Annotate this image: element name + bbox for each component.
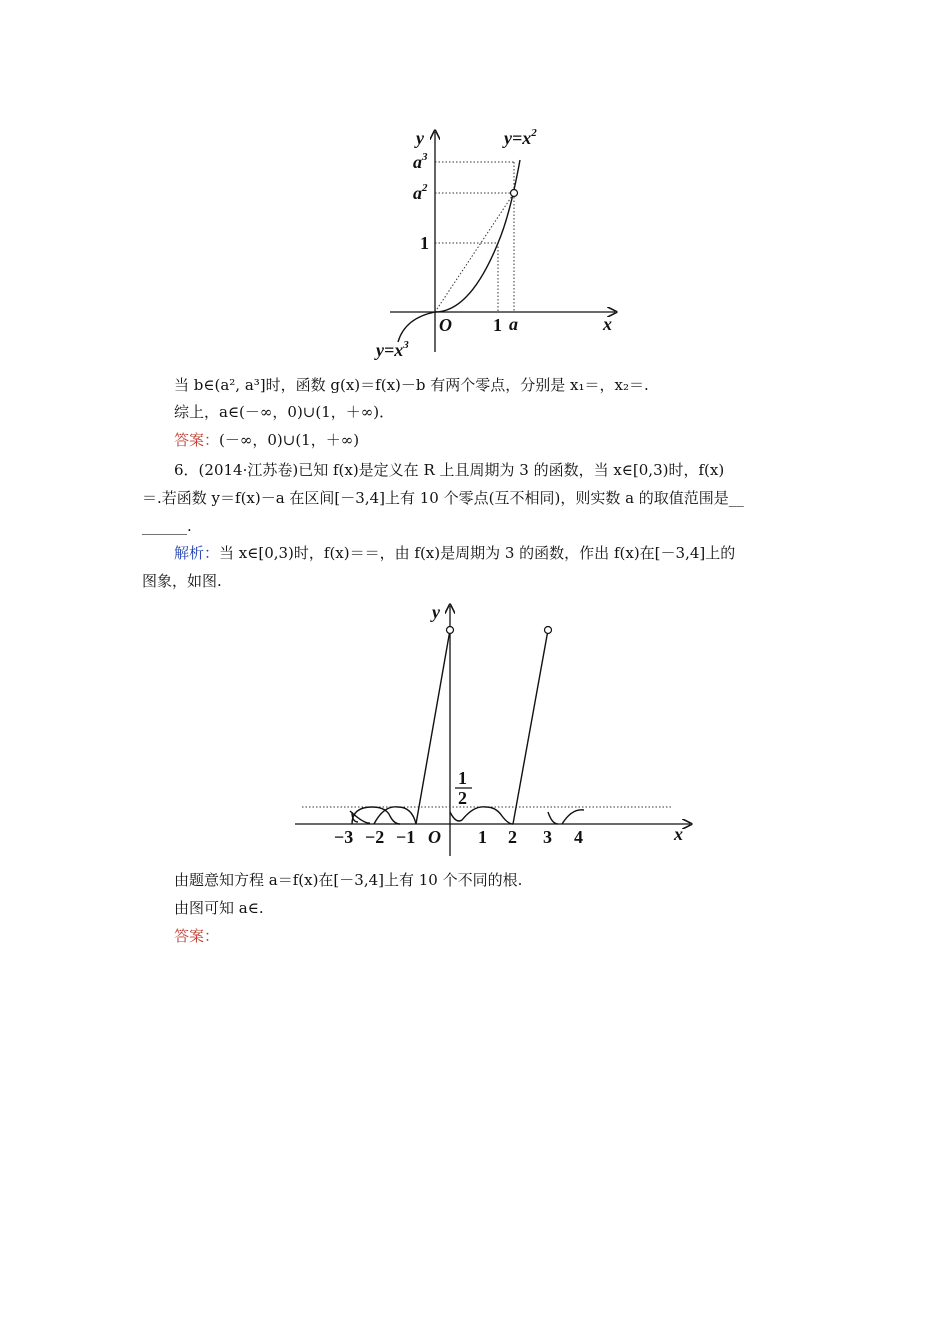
tick-1-y: 1 xyxy=(420,233,429,253)
answer-label: 答案： xyxy=(174,431,220,449)
rise-2 xyxy=(513,630,548,824)
function-graph xyxy=(350,630,584,824)
analysis-text: 当 x∈[0,3)时，f(x)＝＝，由 f(x)是周期为 3 的函数，作出 f(x)在[－3,4]上的 xyxy=(219,544,736,562)
figure-periodic-function xyxy=(290,600,700,862)
tick-3: 3 xyxy=(543,827,552,847)
hump-0 xyxy=(450,807,513,824)
tick-a-x: a xyxy=(509,314,518,334)
text2-line2: 由图可知 a∈. xyxy=(174,899,264,917)
hump-minus-1 xyxy=(374,807,416,824)
analysis-line2: 图象，如图. xyxy=(142,572,222,590)
tick-minus-2: −2 xyxy=(365,827,385,847)
origin-label: O xyxy=(439,315,452,335)
arc-4 xyxy=(562,810,584,824)
rise-1 xyxy=(416,630,450,824)
problem6-line1: 6．(2014·江苏卷)已知 f(x)是定义在 R 上且周期为 3 的函数，当 x∈[0,3)时，f(x) xyxy=(174,461,725,479)
half-numerator: 1 xyxy=(458,768,467,788)
figure-power-functions xyxy=(360,120,630,365)
label-y-x2: $y=x^2$ xyxy=(504,127,537,148)
origin-label: O xyxy=(428,827,441,847)
text1-answer xyxy=(174,429,359,451)
open-point-1 xyxy=(447,627,454,634)
text1-line2: 综上，a∈(－∞，0)∪(1，＋∞)． xyxy=(174,403,395,421)
x-axis-label: x xyxy=(603,314,612,334)
label-y-x3: $y=x^3$ xyxy=(376,339,409,360)
problem6-line2: ＝.若函数 y＝f(x)－a 在区间[－3,4]上有 10 个零点(互不相同)，则实数 a 的取值范围是__ xyxy=(142,489,744,507)
half-denominator: 2 xyxy=(458,788,467,808)
text1-line1: 当 b∈(a², a³]时，函数 g(x)＝f(x)－b 有两个零点，分别是 x₁＝，x₂＝. xyxy=(174,376,649,394)
tick-a3: $a^3$ xyxy=(413,151,428,172)
x-axis-label: x xyxy=(674,824,683,844)
y-axis-label: y xyxy=(416,128,424,148)
y-axis-label: y xyxy=(432,602,440,622)
chord-line xyxy=(435,193,514,312)
problem6-line3: ______. xyxy=(142,517,192,535)
analysis-line1 xyxy=(174,542,735,564)
open-point xyxy=(511,190,518,197)
curve-x-squared xyxy=(435,160,520,312)
arc-3 xyxy=(548,812,558,824)
tick-minus-1: −1 xyxy=(396,827,416,847)
analysis-label: 解析： xyxy=(174,544,220,562)
text2-answer-label: 答案： xyxy=(174,927,220,945)
text2-line1: 由题意知方程 a＝f(x)在[－3,4]上有 10 个不同的根. xyxy=(174,871,523,889)
open-point-2 xyxy=(545,627,552,634)
curve-x-cubed xyxy=(398,312,435,342)
tick-a2: $a^2$ xyxy=(413,182,428,203)
tick-1: 1 xyxy=(478,827,487,847)
answer-value: (－∞，0)∪(1，＋∞) xyxy=(219,431,360,449)
tick-4: 4 xyxy=(574,827,583,847)
tick-1-x: 1 xyxy=(493,315,502,335)
tick-minus-3: −3 xyxy=(334,827,354,847)
tick-2: 2 xyxy=(508,827,517,847)
